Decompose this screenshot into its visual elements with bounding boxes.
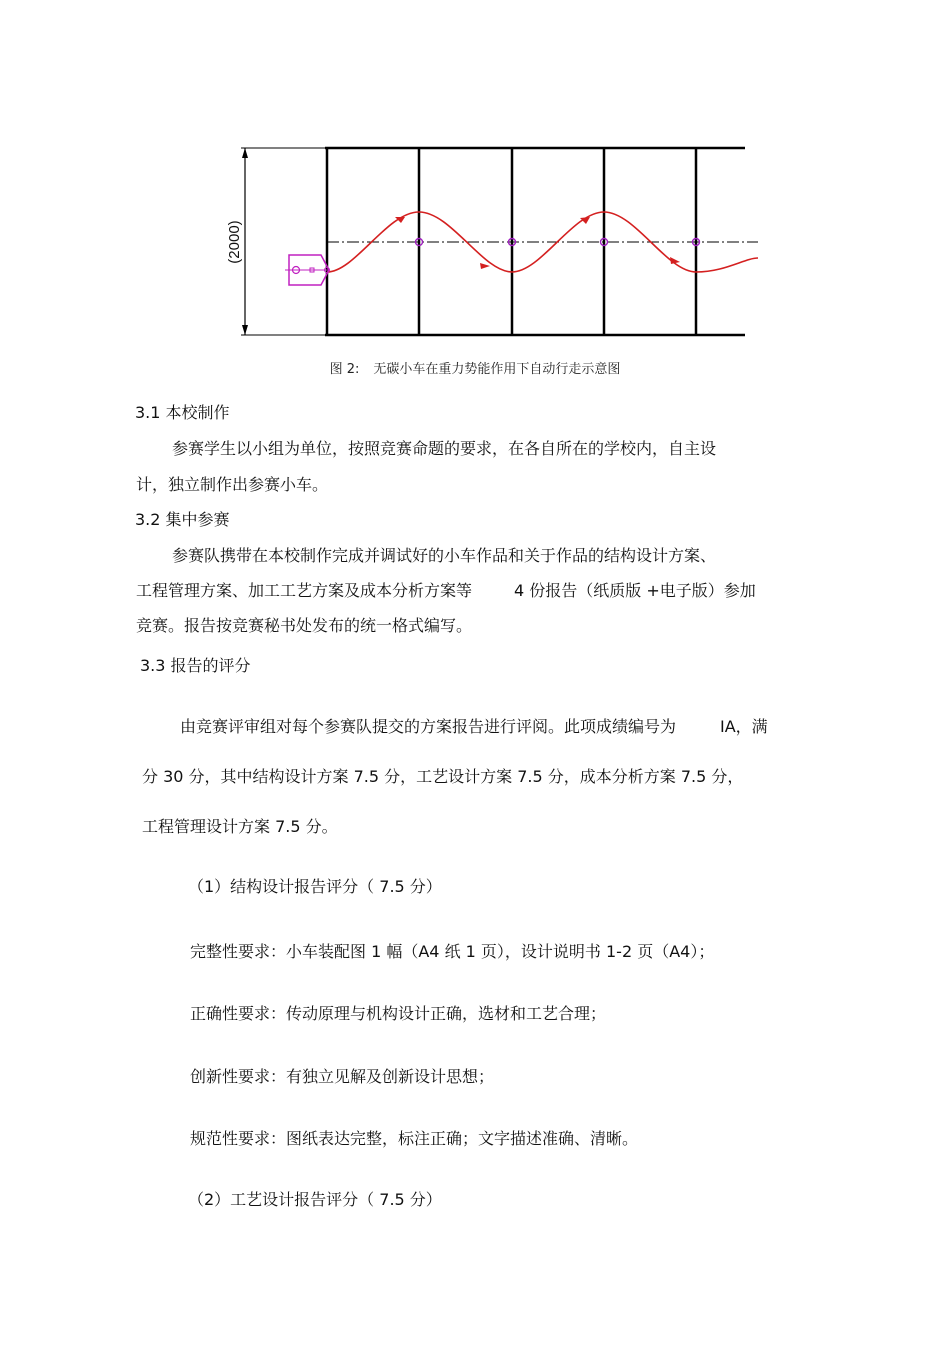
section-3-2-para-line-3: 竞赛。报告按竞赛秘书处发布的统一格式编写。: [136, 616, 473, 635]
section-3-2-para-line-2: [136, 580, 756, 602]
item-1-requirement-completeness: 完整性要求：小车装配图 1 幅（A4 纸 1 页），设计说明书 1-2 页（A4）；: [190, 942, 715, 961]
direction-arrow-4: [670, 257, 680, 264]
trajectory-figure: [215, 130, 775, 345]
trajectory-diagram: [215, 130, 775, 345]
section-3-2-para-line-2b: 4 份报告（纸质版 +电子版）参加: [514, 581, 756, 600]
caption-text: 无碳小车在重力势能作用下自动行走示意图: [373, 362, 621, 377]
section-3-1-para-line-1: 参赛学生以小组为单位，按照竞赛命题的要求，在各自所在的学校内，自主设: [172, 439, 717, 458]
item-1-requirement-standards: 规范性要求：图纸表达完整，标注正确；文字描述准确、清晰。: [190, 1129, 639, 1148]
car-start-icon: [285, 255, 330, 285]
direction-arrow-2: [480, 263, 490, 269]
section-3-3-para-line-1a: 由竞赛评审组对每个参赛队提交的方案报告进行评阅。此项成绩编号为: [180, 717, 677, 736]
section-3-3-para-line-1: [180, 716, 768, 738]
section-3-2-para-line-1: 参赛队携带在本校制作完成并调试好的小车作品和关于作品的结构设计方案、: [172, 546, 717, 565]
dimension-arrow-top: [242, 148, 248, 158]
item-1-requirement-innovation: 创新性要求：有独立见解及创新设计思想；: [190, 1067, 495, 1086]
section-3-1-heading: 3.1 本校制作: [135, 403, 230, 422]
section-3-3-para-line-1b: IA，满: [720, 717, 768, 736]
item-2-heading: （2）工艺设计报告评分（ 7.5 分）: [188, 1190, 442, 1209]
dimension-label: (2000): [226, 220, 243, 264]
item-1-requirement-correctness: 正确性要求：传动原理与机构设计正确，选材和工艺合理；: [190, 1004, 607, 1023]
item-1-heading: （1）结构设计报告评分（ 7.5 分）: [188, 877, 442, 896]
section-3-2-heading: 3.2 集中参赛: [135, 510, 230, 529]
section-3-1-para-line-2: 计，独立制作出参赛小车。: [136, 475, 329, 494]
caption-number: 图 2:: [329, 362, 360, 377]
section-3-3-heading: 3.3 报告的评分: [140, 656, 251, 675]
section-3-3-para-line-2: 分 30 分，其中结构设计方案 7.5 分，工艺设计方案 7.5 分，成本分析方案 7.5 分，: [142, 767, 744, 786]
dimension-arrow-bottom: [242, 325, 248, 335]
section-3-2-para-line-2a: 工程管理方案、加工工艺方案及成本分析方案等: [136, 581, 473, 600]
figure-caption: [0, 358, 950, 377]
section-3-3-para-line-3: 工程管理设计方案 7.5 分。: [142, 817, 338, 836]
